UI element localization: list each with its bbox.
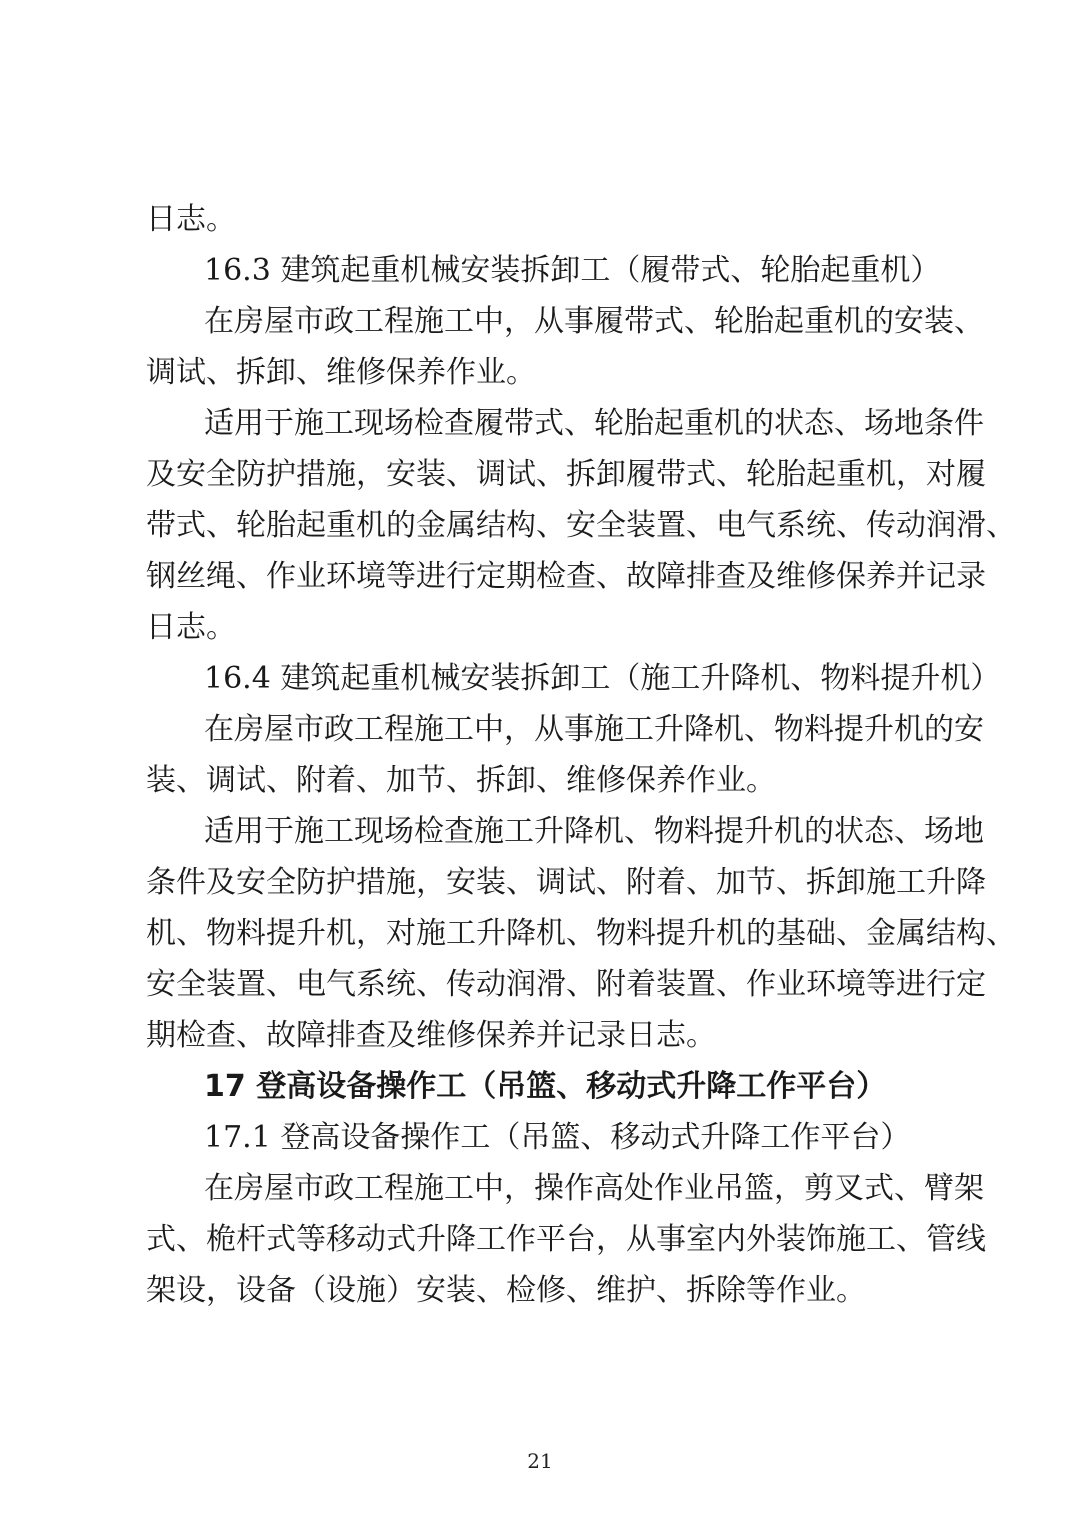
text-line: 适用于施工现场检查施工升降机、物料提升机的状态、场地 — [204, 814, 984, 849]
text-line: 及安全防护措施，安装、调试、拆卸履带式、轮胎起重机，对履 — [146, 457, 986, 492]
text-line: 式、桅杆式等移动式升降工作平台，从事室内外装饰施工、管线 — [146, 1222, 986, 1257]
text-line: 带式、轮胎起重机的金属结构、安全装置、电气系统、传动润滑、 — [146, 508, 1016, 543]
text-line: 日志。 — [146, 610, 236, 645]
text-line: 安全装置、电气系统、传动润滑、附着装置、作业环境等进行定 — [146, 967, 986, 1002]
section-heading-16-3: 16.3 建筑起重机械安装拆卸工（履带式、轮胎起重机） — [204, 253, 941, 288]
text-line: 期检查、故障排查及维修保养并记录日志。 — [146, 1018, 716, 1053]
text-line: 适用于施工现场检查履带式、轮胎起重机的状态、场地条件 — [204, 406, 984, 441]
text-line: 钢丝绳、作业环境等进行定期检查、故障排查及维修保养并记录 — [146, 559, 986, 594]
section-heading-17-1: 17.1 登高设备操作工（吊篮、移动式升降工作平台） — [204, 1120, 911, 1155]
text-line: 日志。 — [146, 202, 236, 237]
text-line: 条件及安全防护措施，安装、调试、附着、加节、拆卸施工升降 — [146, 865, 986, 900]
text-line: 机、物料提升机，对施工升降机、物料提升机的基础、金属结构、 — [146, 916, 1016, 951]
text-line: 在房屋市政工程施工中，操作高处作业吊篮，剪叉式、臂架 — [204, 1171, 984, 1206]
text-line: 调试、拆卸、维修保养作业。 — [146, 355, 536, 390]
text-line: 在房屋市政工程施工中，从事施工升降机、物料提升机的安 — [204, 712, 984, 747]
text-line: 装、调试、附着、加节、拆卸、维修保养作业。 — [146, 763, 776, 798]
text-line: 在房屋市政工程施工中，从事履带式、轮胎起重机的安装、 — [204, 304, 984, 339]
page-number: 21 — [527, 1449, 553, 1473]
section-heading-16-4: 16.4 建筑起重机械安装拆卸工（施工升降机、物料提升机） — [204, 661, 1001, 696]
text-line: 架设，设备（设施）安装、检修、维护、拆除等作业。 — [146, 1273, 866, 1308]
section-heading-17: 17 登高设备操作工（吊篮、移动式升降工作平台） — [204, 1069, 887, 1104]
